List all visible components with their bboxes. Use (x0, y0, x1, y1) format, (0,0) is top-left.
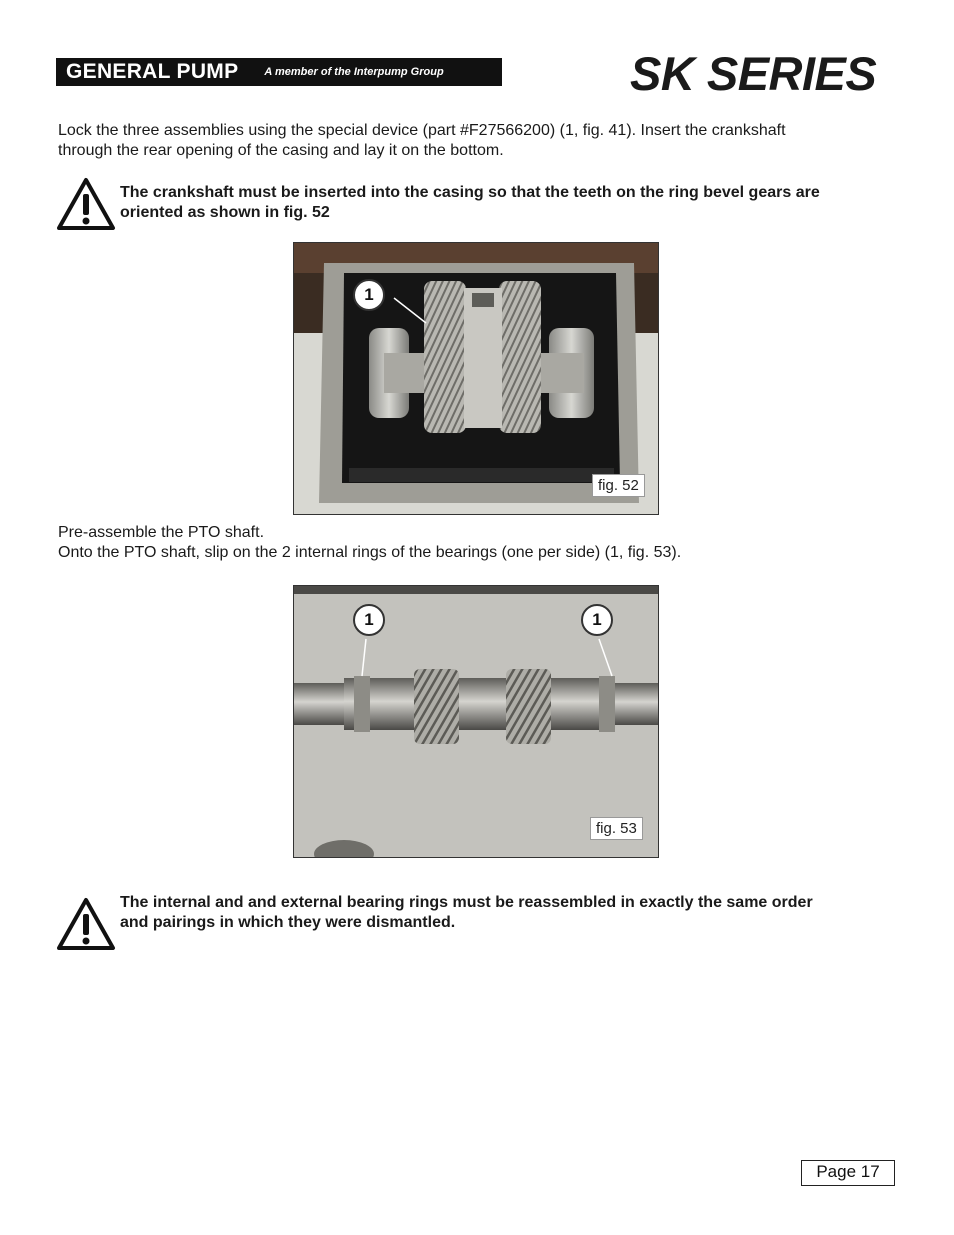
pto-paragraph (58, 523, 898, 563)
brand-name: GENERAL PUMP (66, 60, 239, 83)
pto-line-2: Onto the PTO shaft, slip on the 2 internal rings of the bearings (one per side) (1, fig. 53). (58, 544, 682, 561)
page-number: Page 17 (801, 1160, 895, 1186)
warning-2-line-2: and pairings in which they were dismantled. (120, 914, 456, 931)
figure-53-photo (293, 585, 659, 858)
figure-52-callout-1: 1 (353, 279, 385, 311)
figure-52-label: fig. 52 (592, 474, 645, 497)
brand-bar (56, 58, 502, 86)
intro-line-1: Lock the three assemblies using the special device (part #F27566200) (1, fig. 41). Insert the crankshaft (58, 122, 786, 139)
warning-1-text (120, 183, 890, 223)
warning-2-text (120, 893, 890, 933)
warning-triangle-icon (56, 896, 116, 952)
figure-52-photo (293, 242, 659, 515)
warning-1-line-2: oriented as shown in fig. 52 (120, 204, 330, 221)
intro-paragraph (58, 121, 898, 161)
warning-1-line-1: The crankshaft must be inserted into the casing so that the teeth on the ring bevel gears are (120, 184, 820, 201)
brand-tagline: A member of the Interpump Group (264, 66, 444, 78)
intro-line-2: through the rear opening of the casing and lay it on the bottom. (58, 142, 504, 159)
pto-line-1: Pre-assemble the PTO shaft. (58, 524, 265, 541)
warning-triangle-icon (56, 176, 116, 232)
figure-53-callout-1: 1 (353, 604, 385, 636)
figure-53-callout-2: 1 (581, 604, 613, 636)
figure-53-label: fig. 53 (590, 817, 643, 840)
series-title: SK SERIES (630, 47, 877, 100)
warning-2-line-1: The internal and and external bearing rings must be reassembled in exactly the same order (120, 894, 813, 911)
